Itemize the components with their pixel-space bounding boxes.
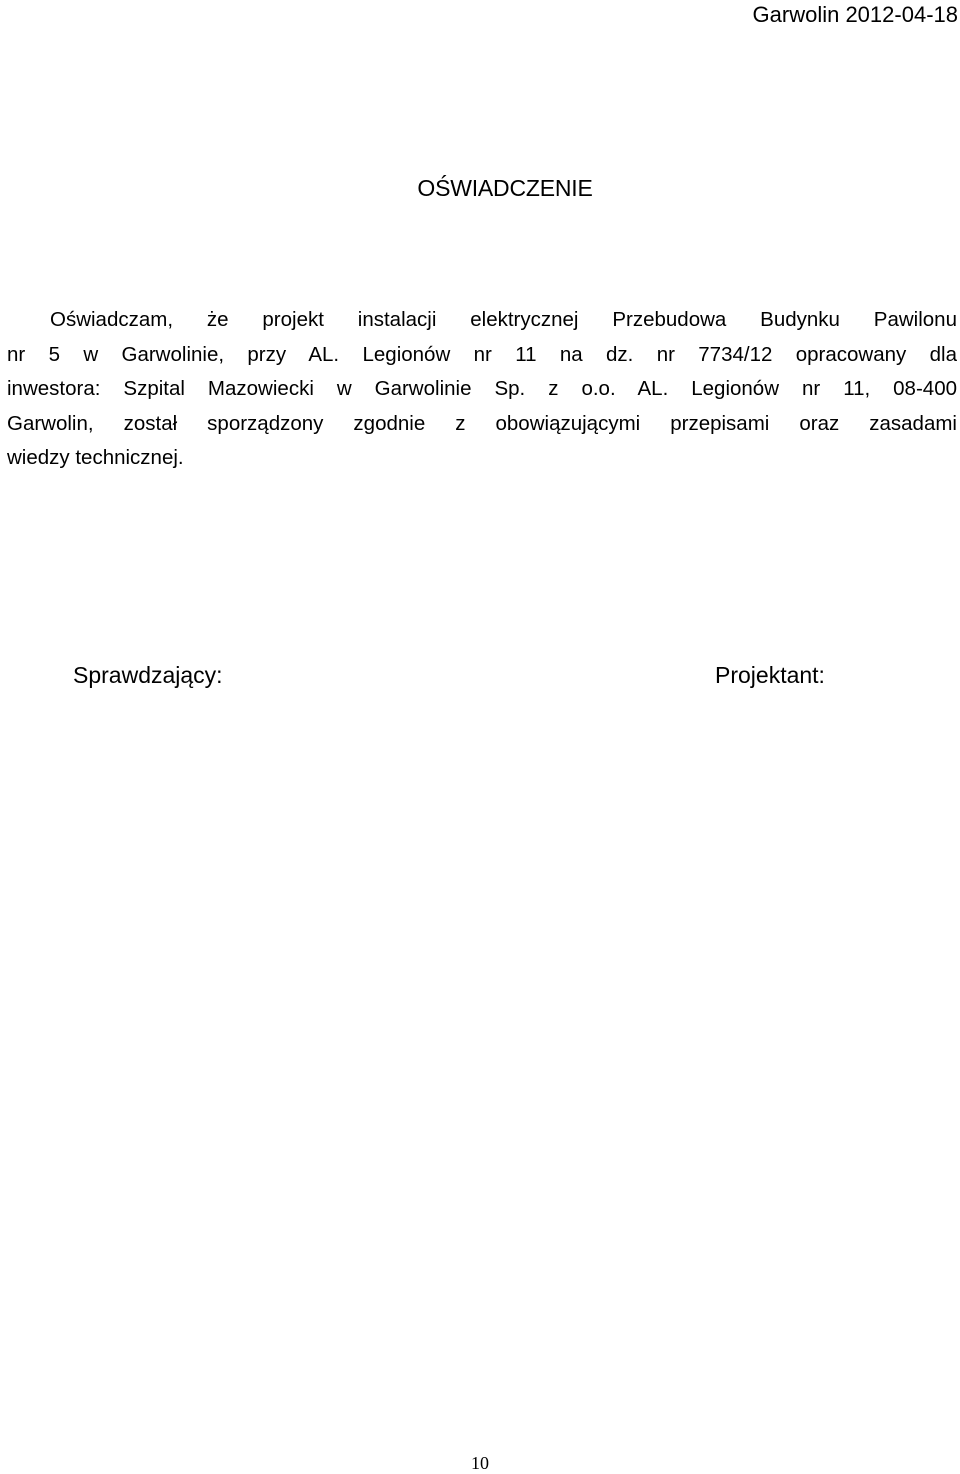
paragraph-line: Garwolin, został sporządzony zgodnie z obowiązującymi przepisami oraz zasadami [7,411,957,435]
paragraph-line: wiedzy technicznej. [7,446,184,469]
document-title: OŚWIADCZENIE [417,175,593,201]
paragraph-line: Oświadczam, że projekt instalacji elektrycznej Przebudowa Budynku Pawilonu [50,308,957,331]
checker-signature-label: Sprawdzający: [73,662,223,688]
paragraph-line: inwestora: Szpital Mazowiecki w Garwolinie Sp. z o.o. AL. Legionów nr 11, 08-400 [7,377,957,400]
page-number: 10 [471,1453,489,1473]
statement-paragraph [7,303,957,476]
designer-signature-label: Projektant: [715,662,825,688]
paragraph-line: nr 5 w Garwolinie, przy AL. Legionów nr 11 na dz. nr 7734/12 opracowany dla [7,342,957,366]
place-and-date: Garwolin 2012-04-18 [752,2,958,27]
